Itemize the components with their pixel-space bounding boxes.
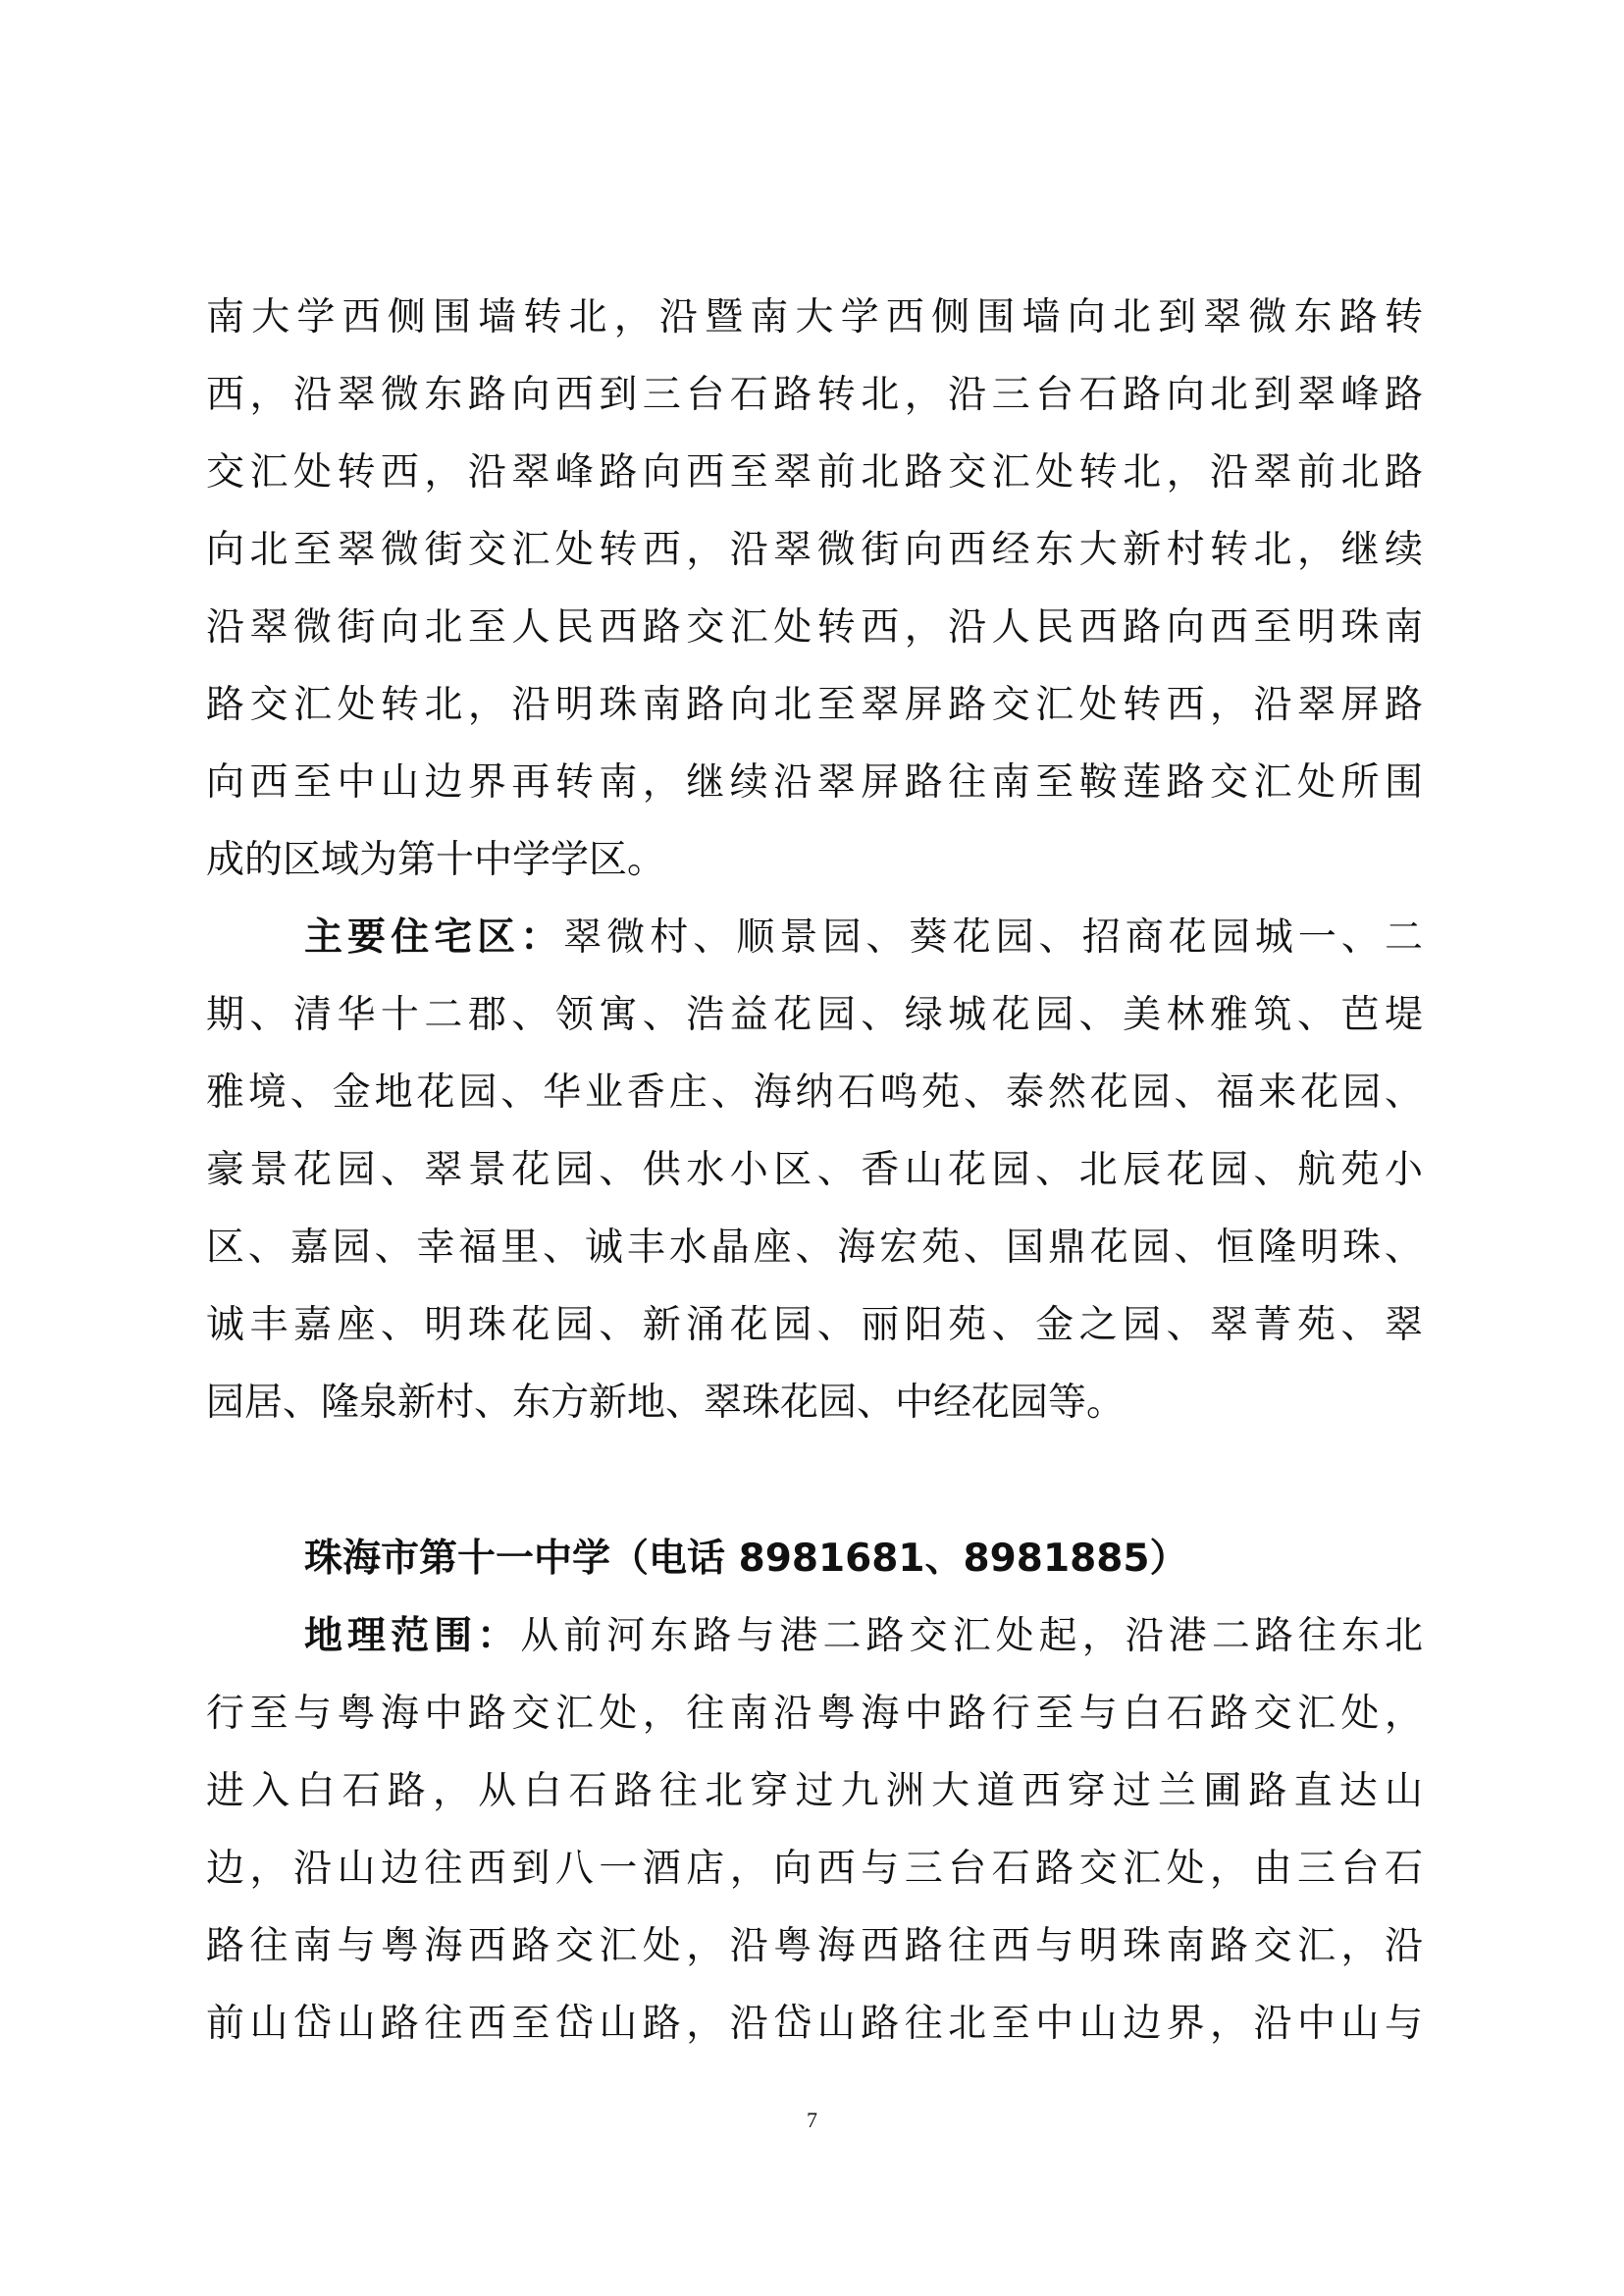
school-11-area-first-line [304, 1610, 1423, 1663]
residential-line-2: 期、清华十二郡、领寓、浩益花园、绿城花园、美林雅筑、芭堤 [206, 993, 1423, 1037]
school-11-title: 珠海市第十一中学（电话 8981681、8981885） [304, 1537, 1188, 1581]
school-11-area-line-3: 进入白石路，从白石路往北穿过九洲大道西穿过兰圃路直达山 [206, 1769, 1423, 1813]
school-11-area-label: 地理范围： [304, 1614, 521, 1658]
area-line-6: 路交汇处转北，沿明珠南路向北至翠屏路交汇处转西，沿翠屏路 [206, 683, 1423, 727]
area-line-8: 成的区域为第十中学学区。 [206, 838, 666, 882]
area-line-5: 沿翠微街向北至人民西路交汇处转西，沿人民西路向西至明珠南 [206, 605, 1423, 650]
area-line-1: 南大学西侧围墙转北，沿暨南大学西侧围墙向北到翠微东路转 [206, 295, 1423, 339]
residential-label: 主要住宅区： [304, 915, 564, 960]
page-number: 7 [807, 2108, 817, 2132]
school-11-area-line-4: 边，沿山边往西到八一酒店，向西与三台石路交汇处，由三台石 [206, 1847, 1423, 1891]
area-line-3: 交汇处转西，沿翠峰路向西至翠前北路交汇处转北，沿翠前北路 [206, 450, 1423, 495]
residential-line-5: 区、嘉园、幸福里、诚丰水晶座、海宏苑、国鼎花园、恒隆明珠、 [206, 1226, 1423, 1270]
school-11-area-first-text: 从前河东路与港二路交汇处起，沿港二路往东北 [520, 1614, 1423, 1658]
residential-line-3: 雅境、金地花园、华业香庄、海纳石鸣苑、泰然花园、福来花园、 [206, 1070, 1423, 1115]
area-line-4: 向北至翠微街交汇处转西，沿翠微街向西经东大新村转北，继续 [206, 528, 1423, 572]
residential-first-text: 翠微村、顺景园、葵花园、招商花园城一、二 [563, 915, 1423, 960]
area-line-2: 西，沿翠微东路向西到三台石路转北，沿三台石路向北到翠峰路 [206, 373, 1423, 417]
school-11-area-line-5: 路往南与粤海西路交汇处，沿粤海西路往西与明珠南路交汇，沿 [206, 1924, 1423, 1968]
residential-line-7: 园居、隆泉新村、东方新地、翠珠花园、中经花园等。 [206, 1381, 1126, 1425]
school-11-area-line-6: 前山岱山路往西至岱山路，沿岱山路往北至中山边界，沿中山与 [206, 2002, 1423, 2046]
residential-first-line [304, 912, 1423, 965]
residential-line-4: 豪景花园、翠景花园、供水小区、香山花园、北辰花园、航苑小 [206, 1148, 1423, 1192]
area-line-7: 向西至中山边界再转南，继续沿翠屏路往南至鞍莲路交汇处所围 [206, 760, 1423, 805]
residential-line-6: 诚丰嘉座、明珠花园、新涌花园、丽阳苑、金之园、翠菁苑、翠 [206, 1303, 1423, 1347]
school-11-area-line-2: 行至与粤海中路交汇处，往南沿粤海中路行至与白石路交汇处， [206, 1692, 1423, 1736]
